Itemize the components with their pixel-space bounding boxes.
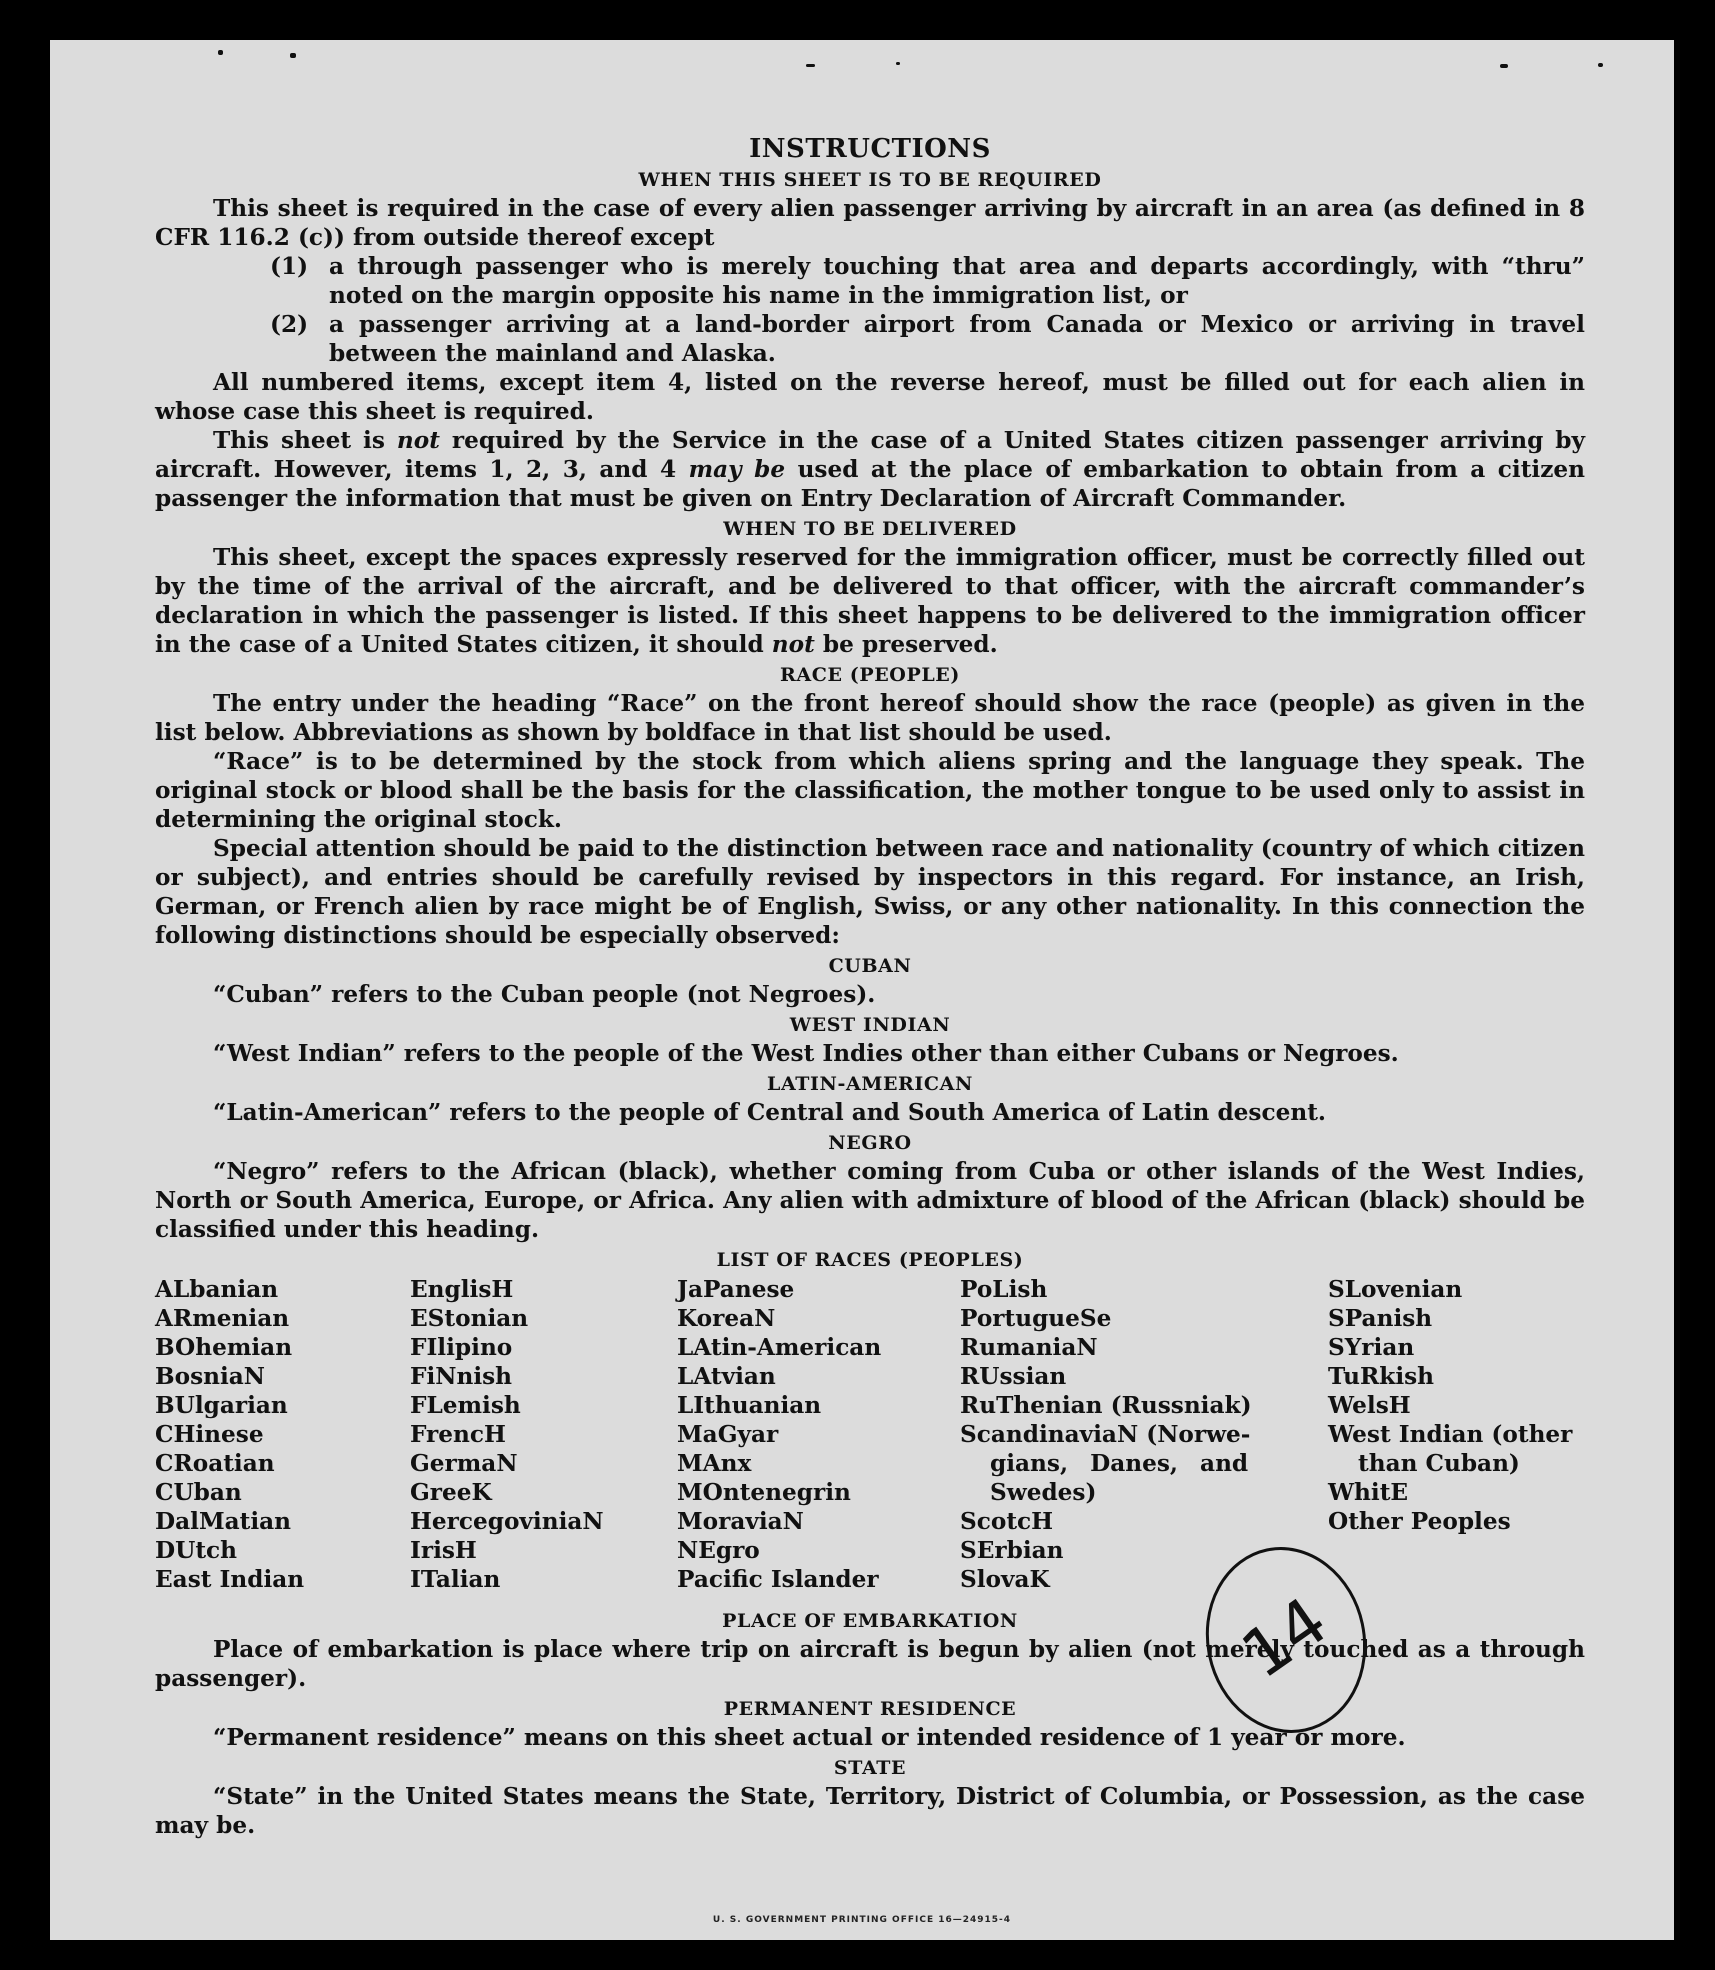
race-entry: KoreaN xyxy=(677,1305,776,1332)
numbered-items-paragraph: All numbered items, except item 4, listed on the reverse hereof, must be filled out for each alien in whose case this sheet is required. xyxy=(155,369,1585,425)
race-entry: TuRkish xyxy=(1328,1363,1435,1390)
citizen-paragraph: This sheet is not required by the Service in the case of a United States citizen passenger arriving by aircraft. However, items 1, 2, 3, and 4 may be used at the place of embarkation to obtain from a citizen passenger the information that must be given on Entry Declaration of Aircraft Commander. xyxy=(155,427,1585,512)
race-entry: ScotcH xyxy=(960,1508,1054,1535)
race-paragraph-2: “Race” is to be determined by the stock from which aliens spring and the language they speak. The original stock or blood shall be the basis for the classification, the mother tongue to be used only to assist in determining the original stock. xyxy=(155,748,1585,833)
race-entry: LAtvian xyxy=(677,1363,776,1390)
race-entry: HercegoviniaN xyxy=(410,1508,604,1535)
section-heading-list-of-races: LIST OF RACES (PEOPLES) xyxy=(716,1249,1024,1271)
race-entry: JaPanese xyxy=(677,1276,795,1303)
race-entry: RumaniaN xyxy=(960,1334,1098,1361)
race-paragraph-3: Special attention should be paid to the distinction between race and nationality (country of which citizen or subject), and entries should be carefully revised by inspectors in this regard. For instance, an Irish, German, or French alien by race might be of English, Swiss, or any other nationality. In this connection the following distinctions should be especially observed: xyxy=(155,835,1585,949)
race-entry: ALbanian xyxy=(155,1276,279,1303)
race-entry-continuation: Swedes) xyxy=(990,1479,1097,1506)
section-heading-race: RACE (PEOPLE) xyxy=(780,664,960,686)
race-entry: MAnx xyxy=(677,1450,752,1477)
race-entry: BosniaN xyxy=(155,1363,266,1390)
race-paragraph-1: The entry under the heading “Race” on the front hereof should show the race (people) as given in the list below. Abbreviations as shown by boldface in that list should be used. xyxy=(155,690,1585,746)
race-entry: LIthuanian xyxy=(677,1392,822,1419)
race-entry: FiNnish xyxy=(410,1363,513,1390)
race-entry: FLemish xyxy=(410,1392,521,1419)
race-entry: DalMatian xyxy=(155,1508,292,1535)
race-entry: EStonian xyxy=(410,1305,529,1332)
races-column-3 xyxy=(677,1275,947,1594)
section-heading-west-indian: WEST INDIAN xyxy=(789,1014,951,1036)
race-entry: WelsH xyxy=(1328,1392,1411,1419)
exception-item-1 xyxy=(155,252,1585,310)
exception-item-2 xyxy=(155,310,1585,368)
race-entry: LAtin-American xyxy=(677,1334,882,1361)
latin-american-definition: “Latin-American” refers to the people of Central and South America of Latin descent. xyxy=(213,1099,1326,1126)
race-entry: BOhemian xyxy=(155,1334,293,1361)
handwritten-circled-number xyxy=(1198,1540,1373,1745)
race-entry: DUtch xyxy=(155,1537,238,1564)
race-entry: RUssian xyxy=(960,1363,1067,1390)
residence-definition: “Permanent residence” means on this sheet actual or intended residence of 1 year or more. xyxy=(213,1724,1406,1751)
race-entry: SPanish xyxy=(1328,1305,1433,1332)
when-required-intro: This sheet is required in the case of every alien passenger arriving by aircraft in an area (as defined in 8 CFR 116.2 (c)) from outside thereof except xyxy=(155,195,1585,251)
race-entry: PoLish xyxy=(960,1276,1048,1303)
state-definition: “State” in the United States means the State, Territory, District of Columbia, or Possession, as the case may be. xyxy=(155,1783,1585,1839)
cuban-definition: “Cuban” refers to the Cuban people (not Negroes). xyxy=(213,981,876,1008)
race-entry: CRoatian xyxy=(155,1450,275,1477)
race-entry: SYrian xyxy=(1328,1334,1415,1361)
race-entry: BUlgarian xyxy=(155,1392,288,1419)
section-heading-when-delivered: WHEN TO BE DELIVERED xyxy=(723,518,1017,540)
document-page xyxy=(50,40,1674,1940)
page-title: INSTRUCTIONS xyxy=(749,134,991,164)
race-entry: SLovenian xyxy=(1328,1276,1463,1303)
race-entry: FrencH xyxy=(410,1421,506,1448)
race-entry: MOntenegrin xyxy=(677,1479,851,1506)
exception-number: (2) xyxy=(270,311,309,338)
scan-speck xyxy=(218,50,223,55)
races-column-2 xyxy=(410,1275,670,1594)
race-entry: East Indian xyxy=(155,1566,305,1593)
race-entry: IrisH xyxy=(410,1537,477,1564)
race-entry: SErbian xyxy=(960,1537,1064,1564)
stamp-number: 14 xyxy=(1228,1582,1342,1694)
section-heading-when-required: WHEN THIS SHEET IS TO BE REQUIRED xyxy=(638,169,1102,191)
section-heading-residence: PERMANENT RESIDENCE xyxy=(723,1698,1017,1720)
race-entry: RuThenian (Russniak) xyxy=(960,1392,1252,1419)
races-column-1 xyxy=(155,1275,405,1594)
races-column-5 xyxy=(1328,1275,1598,1536)
race-entry-continuation: gians, Danes, and xyxy=(990,1450,1249,1477)
west-indian-definition: “West Indian” refers to the people of the West Indies other than either Cubans or Negroes. xyxy=(213,1040,1399,1067)
race-entry: CHinese xyxy=(155,1421,264,1448)
scan-speck xyxy=(896,62,900,65)
race-entry: ARmenian xyxy=(155,1305,290,1332)
embarkation-definition: Place of embarkation is place where trip on aircraft is begun by alien (not merely touched as a through passenger). xyxy=(155,1636,1585,1692)
race-entry: Pacific Islander xyxy=(677,1566,879,1593)
section-heading-embarkation: PLACE OF EMBARKATION xyxy=(722,1610,1018,1632)
section-heading-cuban: CUBAN xyxy=(828,955,912,977)
race-entry: West Indian (other xyxy=(1328,1421,1573,1448)
when-delivered-paragraph: This sheet, except the spaces expressly reserved for the immigration officer, must be correctly filled out by the time of the arrival of the aircraft, and be delivered to that officer, with the aircraft commander’s declaration in which the passenger is listed. If this sheet happens to be delivered to the immigration officer in the case of a United States citizen, it should not be preserved. xyxy=(155,544,1585,658)
race-entry: NEgro xyxy=(677,1537,760,1564)
section-heading-state: STATE xyxy=(833,1757,907,1779)
race-entry: GermaN xyxy=(410,1450,518,1477)
race-entry: EnglisH xyxy=(410,1276,514,1303)
race-entry: SlovaK xyxy=(960,1566,1050,1593)
race-entry: CUban xyxy=(155,1479,242,1506)
exception-number: (1) xyxy=(270,253,309,280)
race-entry: WhitE xyxy=(1328,1479,1409,1506)
printing-office-footer: U. S. GOVERNMENT PRINTING OFFICE 16—24915-4 xyxy=(712,1915,1012,1925)
section-heading-latin-american: LATIN-AMERICAN xyxy=(767,1073,973,1095)
race-entry-continuation: than Cuban) xyxy=(1358,1450,1520,1477)
negro-definition: “Negro” refers to the African (black), whether coming from Cuba or other islands of the West Indies, North or South America, Europe, or Africa. Any alien with admixture of blood of the African (black) should be classified under this heading. xyxy=(155,1158,1585,1243)
race-entry: FIlipino xyxy=(410,1334,513,1361)
scan-speck xyxy=(1500,64,1508,68)
race-entry: Other Peoples xyxy=(1328,1508,1511,1535)
race-entry: ScandinaviaN (Norwe- xyxy=(960,1421,1251,1448)
race-entry: PortugueSe xyxy=(960,1305,1112,1332)
scan-speck xyxy=(1598,63,1603,67)
scan-speck xyxy=(290,53,296,58)
race-entry: MoraviaN xyxy=(677,1508,804,1535)
race-entry: MaGyar xyxy=(677,1421,779,1448)
race-entry: GreeK xyxy=(410,1479,492,1506)
exception-text: a through passenger who is merely touching that area and departs accordingly, with “thru” noted on the margin opposite his name in the immigration list, or xyxy=(329,253,1585,309)
race-entry: ITalian xyxy=(410,1566,501,1593)
scan-speck xyxy=(806,64,815,67)
exception-text: a passenger arriving at a land-border airport from Canada or Mexico or arriving in travel between the mainland and Alaska. xyxy=(329,311,1585,367)
section-heading-negro: NEGRO xyxy=(828,1132,912,1154)
